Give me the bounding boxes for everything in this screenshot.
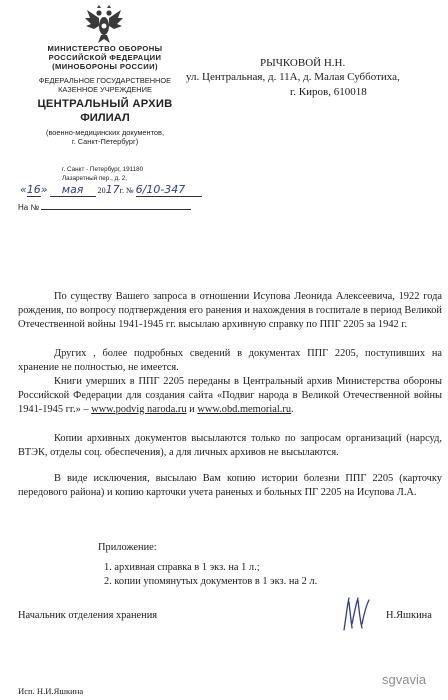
ministry-line: МИНИСТЕРСТВО ОБОРОНЫ xyxy=(47,44,163,53)
paragraph-copies-policy xyxy=(18,432,442,460)
paragraph-text: В виде исключения, высылаю Вам копию истории болезни ППГ 2205 (карточку передового района) и копию карточки учета раненых и больных ПГ 2205 на Исупова Л.А. xyxy=(18,473,442,498)
paragraph-text-part: . xyxy=(291,403,294,415)
watermark: sgvavia xyxy=(382,672,427,687)
paragraph-text: По существу Вашего запроса в отношении Исупова Леонида Алексеевича, 1922 года рождения, по вопросу подтверждения его ранения и нахождения в госпитале в период Великой Отечественной войны 1941-1945 гг. высылаю архивную справку по ППГ 2205 за 1942 г. xyxy=(18,291,442,330)
recipient-block xyxy=(186,56,442,99)
paragraph-other-info xyxy=(18,347,442,375)
institution-type xyxy=(10,76,200,94)
archive-title: ЦЕНТРАЛЬНЫЙ АРХИВ xyxy=(37,98,173,110)
recipient-name: РЫЧКОВОЙ Н.Н. xyxy=(260,57,346,69)
attachment-item: 1. архивная справка в 1 экз. на 1 л.; xyxy=(104,562,260,573)
branch-sub-line: г. Санкт-Петербург) xyxy=(71,137,139,147)
handwritten-signature xyxy=(338,594,372,634)
ministry-name xyxy=(10,44,200,71)
institution-line: ФЕДЕРАЛЬНОЕ ГОСУДАРСТВЕННОЕ xyxy=(38,76,172,85)
paragraph-text: Других , более подробных сведений в документах ППГ 2205, поступивших на хранение не полностью, не имеется. xyxy=(18,348,442,373)
paragraph-text xyxy=(18,375,442,417)
institution-line: КАЗЕННОЕ УЧРЕЖДЕНИЕ xyxy=(58,85,152,94)
recipient-address-line1: ул. Центральная, д. 11А, д. Малая Субботиха, xyxy=(186,71,400,84)
outgoing-month: мая xyxy=(50,183,96,197)
podvig-naroda-link[interactable]: www.podvig naroda.ru xyxy=(91,403,187,415)
attachments-label: Приложение: xyxy=(98,542,157,553)
branch-title: ФИЛИАЛ xyxy=(80,112,130,124)
paragraph-request xyxy=(18,290,442,332)
obd-memorial-link[interactable]: www.obd.memorial.ru xyxy=(197,403,292,415)
attachments-list xyxy=(104,561,317,588)
year-prefix: 20 xyxy=(97,186,106,195)
address-line: Лазаретный пер., д. 2, xyxy=(62,174,127,182)
signer-name: Н.Яшкина xyxy=(386,610,432,621)
year-suffix: 17 xyxy=(105,183,120,196)
recipient-address-line2: г. Киров, 610018 xyxy=(290,85,367,98)
outgoing-day: 16 xyxy=(26,183,41,196)
paragraph-death-books xyxy=(18,375,442,417)
attachment-item: 2. копии упомянутых документов в 1 экз. на 2 л. xyxy=(104,575,318,587)
address-line: г. Санкт - Петербург, 191180 xyxy=(62,166,144,173)
eagle-emblem-icon xyxy=(84,4,124,46)
outgoing-date-number: «16» мая 2017г. № 6/10-347 xyxy=(20,183,210,201)
paragraph-text-part: и xyxy=(186,403,198,415)
signer-role: Начальник отделения хранения xyxy=(18,610,158,621)
ministry-line: РОССИЙСКОЙ ФЕДЕРАЦИИ xyxy=(48,53,162,62)
archive-address xyxy=(62,166,182,183)
paragraph-text-part: Книги умерших в ППГ 2205 переданы в Центральный архив Министерства обороны Российской Федерации для создания сайта «Подвиг народа в Великой Отечественной войны 1941-1945 гг.» – xyxy=(18,376,442,415)
executor-note: Исп. Н.И.Яшкина xyxy=(18,686,84,696)
paragraph-exception xyxy=(18,472,442,500)
ministry-line: (МИНОБОРОНЫ РОССИИ) xyxy=(52,62,158,71)
paragraph-text: Копии архивных документов высылаются только по запросам организаций (нарсуд, ВТЭК, отделы соц. обеспечения), а для личных архивов не высылаются. xyxy=(18,433,442,458)
reply-label: На № xyxy=(18,203,40,212)
branch-subtitle xyxy=(10,128,200,146)
number-label: № xyxy=(125,186,134,195)
branch-sub-line: (военно-медицинских документов, xyxy=(46,128,164,137)
reply-reference xyxy=(18,203,198,212)
reply-number-line xyxy=(41,209,191,210)
year-mark: г. xyxy=(119,186,124,195)
outgoing-number: 6/10-347 xyxy=(136,183,202,197)
